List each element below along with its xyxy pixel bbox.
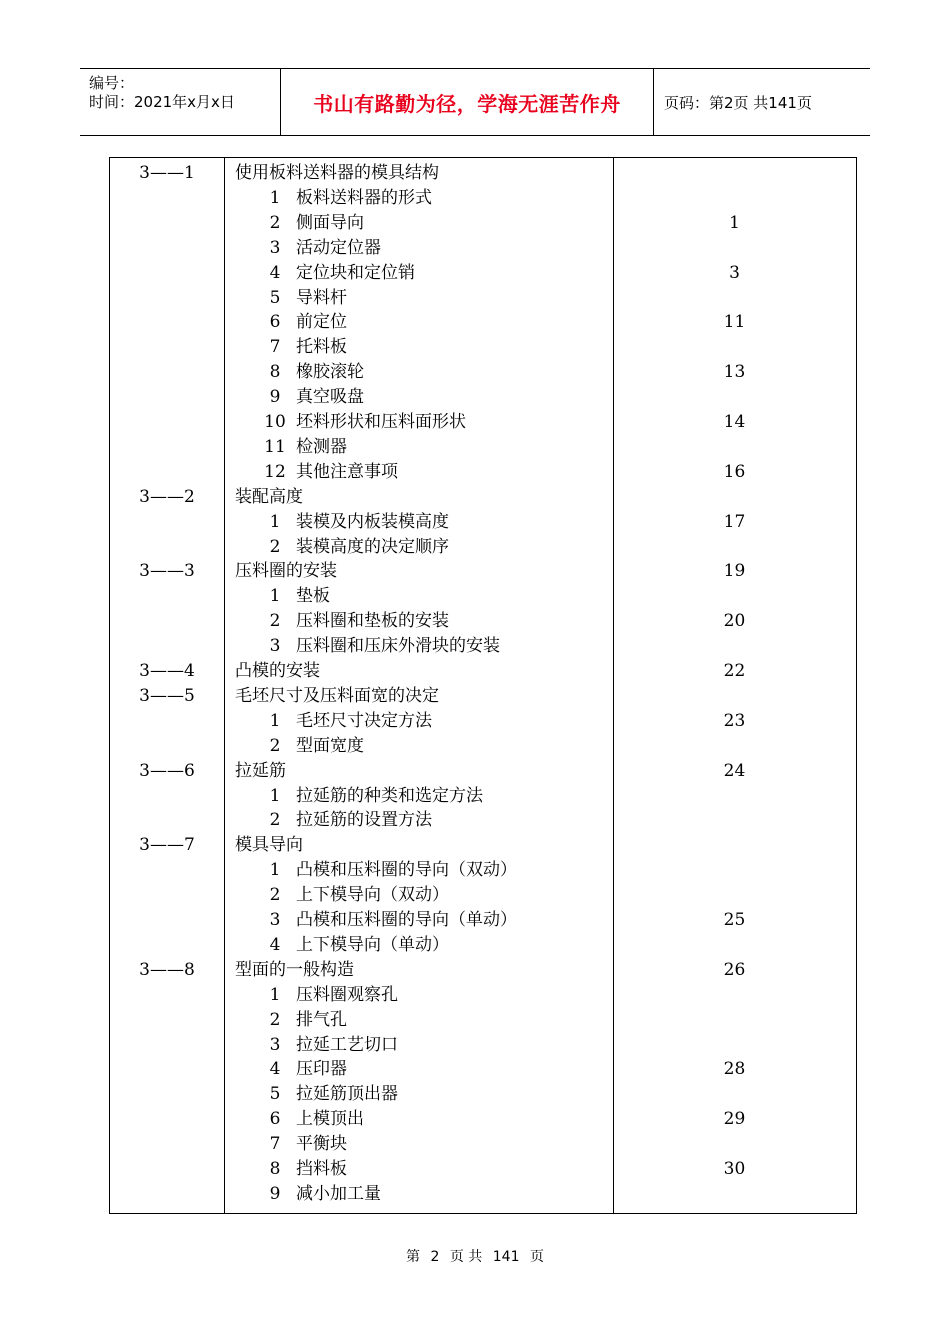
toc-page-number: 3 [729,262,740,283]
toc-item-title: 装模及内板装模高度 [296,511,449,532]
toc-item-number: 6 [269,312,281,333]
toc-item-title: 检测器 [296,436,347,457]
toc-item-number: 12 [264,461,286,482]
header-page-info: 页码：第2页 共141页 [664,93,812,112]
toc-row [110,1107,856,1132]
toc-row [110,385,856,410]
toc-page-number: 19 [723,561,746,582]
toc-item-number: 2 [269,536,281,557]
toc-item-title: 侧面导向 [296,212,364,233]
toc-item-title: 橡胶滚轮 [296,362,364,383]
toc-item-title: 毛坯尺寸决定方法 [296,710,432,731]
toc-item-title: 压料圈观察孔 [296,984,398,1005]
toc-row [110,684,856,709]
toc-row [110,734,856,759]
header-page-cell [654,69,870,135]
toc-item-number: 1 [269,586,281,607]
toc-item-number: 6 [269,1109,281,1130]
toc-item-number: 5 [269,1084,281,1105]
toc-page-number: 16 [723,461,746,482]
toc-row [110,759,856,784]
toc-row [110,833,856,858]
toc-row [110,883,856,908]
toc-item-title: 挡料板 [296,1159,347,1179]
toc-page-number: 11 [723,312,746,333]
toc-row [110,659,856,684]
toc-page-number: 20 [723,611,746,632]
toc-page-number: 1 [729,212,740,233]
toc-row [110,634,856,659]
toc-page-number: 14 [723,412,746,432]
toc-row [110,485,856,510]
motto-text: 书山有路勤为径，学海无涯苦作舟 [313,91,621,116]
toc-row [110,435,856,460]
toc-item-number: 3 [269,636,281,657]
toc-row [110,286,856,311]
toc-row [110,1182,856,1207]
toc-row [110,983,856,1008]
toc-row [110,584,856,609]
toc-row [110,161,856,186]
toc-row [110,1132,856,1157]
toc-item-number: 9 [269,387,281,408]
toc-item-number: 3 [269,1034,281,1055]
toc-row [110,535,856,560]
toc-item-title: 压印器 [296,1059,347,1080]
toc-item-number: 4 [269,262,281,283]
toc-section-title: 装配高度 [235,486,303,507]
toc-item-title: 前定位 [296,312,347,333]
toc-page-number: 22 [723,661,746,681]
toc-row [110,261,856,286]
toc-item-number: 5 [269,287,281,308]
toc-section-title: 凸模的安装 [235,661,320,681]
toc-item-number: 1 [269,710,281,731]
toc-item-number: 2 [269,1009,281,1030]
toc-row [110,808,856,833]
toc-row [110,784,856,809]
toc-section-title: 模具导向 [235,835,303,856]
toc-row [110,933,856,958]
toc-page-number: 24 [723,760,746,781]
toc-row [110,1033,856,1058]
toc-row [110,609,856,634]
toc-item-number: 8 [269,1159,281,1179]
toc-item-title: 上下模导向（双动） [296,885,449,906]
toc-item-title: 拉延筋的种类和选定方法 [296,785,483,806]
toc-section-number: 3——5 [139,685,195,706]
toc-item-title: 上模顶出 [296,1109,364,1130]
toc-page-number: 17 [723,511,746,532]
footer-middle: 页 共 [449,1249,483,1265]
toc-page-number: 13 [723,362,746,383]
toc-item-number: 8 [269,362,281,383]
toc-item-number: 3 [269,237,281,258]
toc-table [109,157,857,1214]
toc-section-title: 使用板料送料器的模具结构 [235,163,439,183]
toc-page-number: 26 [723,959,746,980]
toc-row [110,236,856,261]
toc-row [110,310,856,335]
footer-suffix: 页 [529,1249,544,1265]
toc-section-number: 3——8 [139,959,195,980]
toc-item-title: 平衡块 [296,1134,347,1155]
toc-item-title: 板料送料器的形式 [296,187,432,208]
toc-item-title: 定位块和定位销 [296,262,415,283]
toc-row [110,1008,856,1033]
toc-item-title: 压料圈和垫板的安装 [296,611,449,632]
toc-item-title: 压料圈和压床外滑块的安装 [296,636,500,657]
toc-row [110,460,856,485]
toc-item-title: 垫板 [296,586,330,607]
toc-item-title: 拉延筋的设置方法 [296,810,432,831]
toc-item-number: 3 [269,910,281,930]
toc-item-number: 1 [269,511,281,532]
toc-item-number: 1 [269,187,281,208]
toc-section-number: 3——7 [139,835,195,856]
toc-row [110,709,856,734]
footer-prefix: 第 [406,1249,421,1265]
toc-item-number: 7 [269,1134,281,1155]
toc-item-title: 装模高度的决定顺序 [296,536,449,557]
toc-item-title: 托料板 [296,337,347,358]
toc-page-number: 29 [723,1109,746,1130]
toc-row [110,1157,856,1182]
toc-page-number: 30 [723,1159,746,1179]
footer-total-pages: 141 [492,1249,520,1265]
toc-item-number: 4 [269,1059,281,1080]
toc-item-title: 导料杆 [296,287,347,308]
toc-item-title: 凸模和压料圈的导向（双动） [296,860,517,881]
toc-section-number: 3——6 [139,760,195,781]
document-code-label: 编号： [89,74,135,92]
toc-item-number: 11 [264,436,286,457]
toc-item-title: 真空吸盘 [296,387,364,408]
toc-item-number: 2 [269,885,281,906]
toc-item-title: 其他注意事项 [296,461,398,482]
header-meta-cell [80,69,281,135]
toc-item-title: 型面宽度 [296,735,364,756]
page-header [80,68,870,136]
toc-item-title: 凸模和压料圈的导向（单动） [296,910,517,930]
toc-section-number: 3——1 [139,163,195,183]
toc-item-number: 2 [269,810,281,831]
toc-row [110,510,856,535]
toc-section-number: 3——3 [139,561,195,582]
toc-page-number: 25 [723,910,746,930]
toc-row [110,908,856,933]
toc-section-title: 拉延筋 [235,760,286,781]
toc-row [110,559,856,584]
toc-page-number: 23 [723,710,746,731]
toc-item-number: 1 [269,785,281,806]
toc-section-title: 压料圈的安装 [235,561,337,582]
toc-item-number: 2 [269,212,281,233]
toc-item-title: 排气孔 [296,1009,347,1030]
toc-row [110,1057,856,1082]
toc-item-number: 4 [269,934,281,955]
header-motto-cell [281,69,654,135]
toc-item-title: 坯料形状和压料面形状 [296,412,466,432]
toc-item-number: 10 [264,412,286,432]
toc-item-number: 1 [269,860,281,881]
toc-item-number: 9 [269,1183,281,1204]
toc-row [110,958,856,983]
toc-row [110,858,856,883]
toc-item-title: 拉延工艺切口 [296,1034,398,1055]
toc-row [110,410,856,435]
toc-item-number: 2 [269,611,281,632]
toc-section-title: 型面的一般构造 [235,959,354,980]
document-date: 时间：2021年x月x日 [89,93,235,111]
toc-row [110,1082,856,1107]
toc-section-title: 毛坯尺寸及压料面宽的决定 [235,685,439,706]
toc-section-number: 3——2 [139,486,195,507]
toc-item-title: 上下模导向（单动） [296,934,449,955]
toc-item-number: 2 [269,735,281,756]
toc-item-title: 活动定位器 [296,237,381,258]
toc-row [110,360,856,385]
toc-row [110,186,856,211]
toc-row [110,211,856,236]
toc-item-number: 1 [269,984,281,1005]
toc-item-title: 减小加工量 [296,1183,381,1204]
footer-current-page: 2 [430,1249,440,1265]
page-footer [0,1246,950,1266]
toc-section-number: 3——4 [139,661,195,681]
toc-row [110,335,856,360]
toc-item-number: 7 [269,337,281,358]
toc-page-number: 28 [723,1059,746,1080]
toc-item-title: 拉延筋顶出器 [296,1084,398,1105]
